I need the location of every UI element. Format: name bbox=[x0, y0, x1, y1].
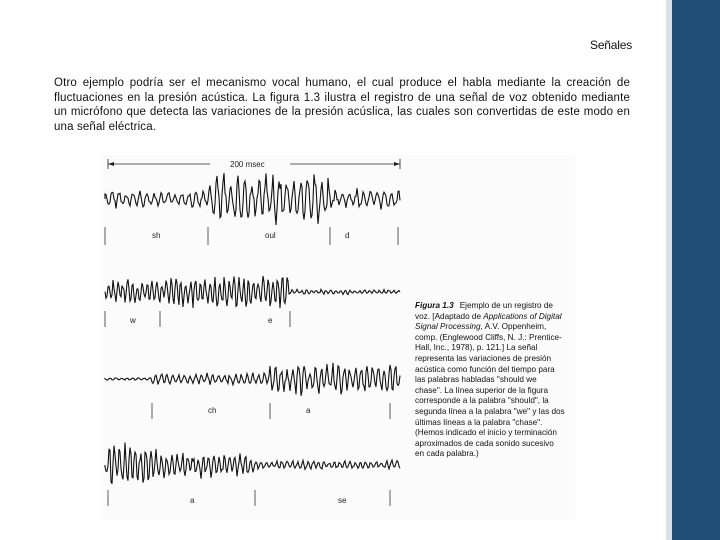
row1-label-sh: sh bbox=[152, 231, 161, 240]
row1-label-d: d bbox=[345, 231, 350, 240]
row1-label-oul: oul bbox=[265, 231, 276, 240]
speech-waveform-figure bbox=[100, 155, 575, 520]
waveform-row-should bbox=[105, 173, 400, 225]
body-paragraph: Otro ejemplo podría ser el mecanismo vocal humano, el cual produce el habla mediante la creación de fluctuaciones en la presión acústica. La figura 1.3 ilustra el registro de una señal de voz obtenido mediante un micrófono que detecta las variaciones de la presión acúslica, las cuales son convertidas de este modo en una señal eléctrica. bbox=[54, 77, 630, 133]
row2-label-e: e bbox=[268, 316, 273, 325]
caption-book-title: Applications of Digital Signal Processing bbox=[415, 311, 562, 332]
row2-label-w: w bbox=[130, 316, 136, 325]
figure-caption bbox=[415, 301, 565, 460]
caption-part-2: , A.V. Oppenheim, comp. (Englewood Cliffs, N. J.: Prentice-Hall, Inc., 1978), p. 121.] La señal representa las variaciones de presión acústica como función del tiempo para las palabras habladas "should we chase". La línea superior de la figura corresponde a la palabra "should", la segunda línea a la palabra "we" y las dos últimas líneas a la palabra "chase". (Hemos indicado el inicio y terminación aproximados de cada sonido sucesivo en cada palabra.) bbox=[415, 322, 565, 459]
waveform-row-cha bbox=[105, 363, 400, 396]
figure-number: Figura 1.3 bbox=[415, 301, 454, 310]
row3-label-ch: ch bbox=[208, 406, 217, 415]
waveform-row-we bbox=[105, 276, 400, 308]
slide-header-title: Señales bbox=[590, 38, 632, 52]
caption-part-1: Ejemplo de un registro de voz. [Adaptado de bbox=[415, 301, 553, 321]
sidebar-decoration bbox=[672, 0, 720, 540]
row4-label-a: a bbox=[190, 496, 195, 505]
row3-label-a: a bbox=[306, 406, 311, 415]
row4-label-se: se bbox=[338, 496, 347, 505]
scale-bar-label: 200 msec bbox=[230, 160, 265, 169]
waveform-row-ase bbox=[105, 443, 400, 484]
